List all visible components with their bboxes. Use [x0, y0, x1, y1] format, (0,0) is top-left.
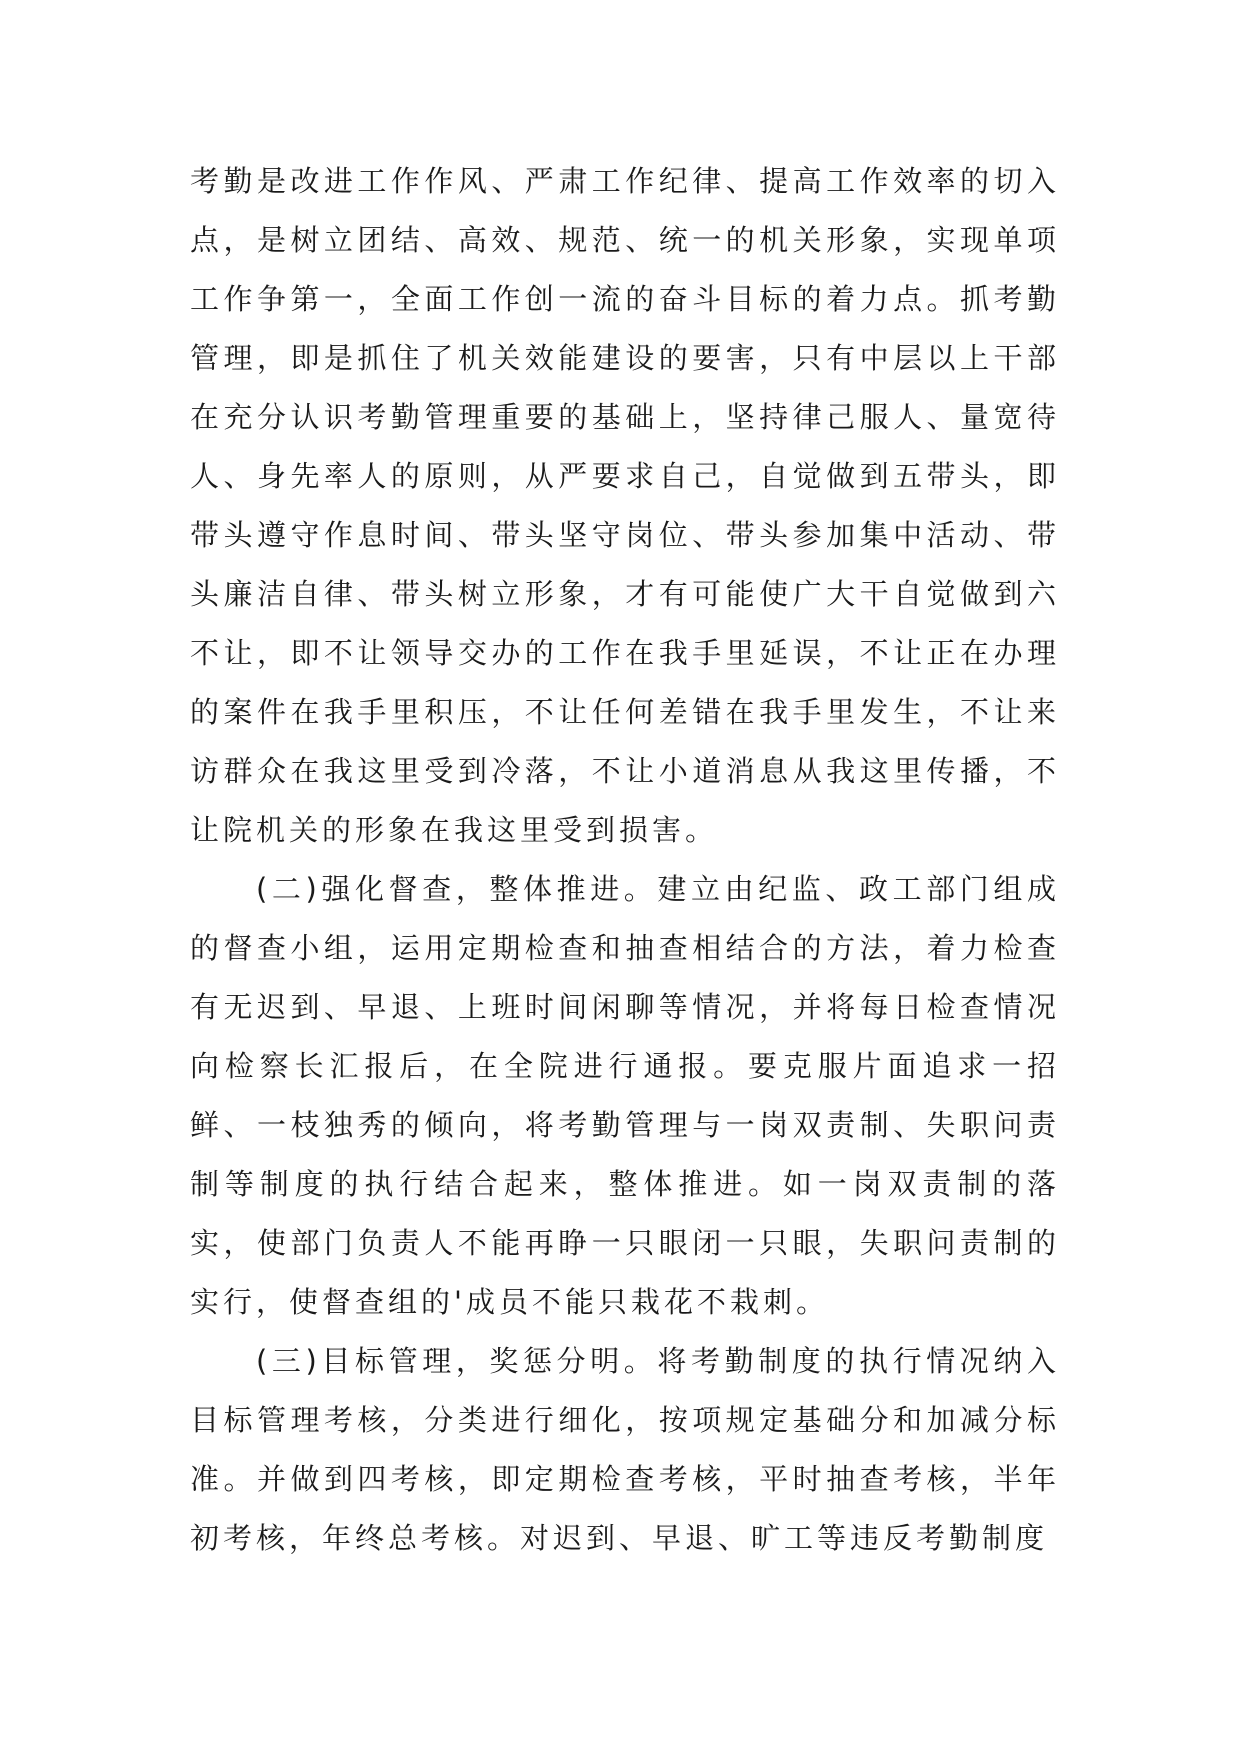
paragraph-supervision: (二)强化督查，整体推进。建立由纪监、政工部门组成的督查小组，运用定期检查和抽查相结合的方法，着力检查有无迟到、早退、上班时间闲聊等情况，并将每日检查情况向检察长汇报后，在全院进行通报。要克服片面追求一招鲜、一枝独秀的倾向，将考勤管理与一岗双责制、失职问责制等制度的执行结合起来，整体推进。如一岗双责制的落实，使部门负责人不能再睁一只眼闭一只眼，失职问责制的实行，使督查组的'成员不能只栽花不栽刺。 [190, 872, 1060, 1319]
paragraph-target-management: (三)目标管理，奖惩分明。将考勤制度的执行情况纳入目标管理考核，分类进行细化，按项规定基础分和加减分标准。并做到四考核，即定期检查考核，平时抽查考核，半年初考核，年终总考核。对迟到、早退、旷工等违反考勤制度 [190, 1344, 1060, 1555]
paragraph-attendance-intro: 考勤是改进工作作风、严肃工作纪律、提高工作效率的切入点，是树立团结、高效、规范、统一的机关形象，实现单项工作争第一，全面工作创一流的奋斗目标的着力点。抓考勤管理，即是抓住了机关效能建设的要害，只有中层以上干部在充分认识考勤管理重要的基础上，坚持律己服人、量宽待人、身先率人的原则，从严要求自己，自觉做到五带头，即带头遵守作息时间、带头坚守岗位、带头参加集中活动、带头廉洁自律、带头树立形象，才有可能使广大干自觉做到六不让，即不让领导交办的工作在我手里延误，不让正在办理的案件在我手里积压，不让任何差错在我手里发生，不让来访群众在我这里受到冷落，不让小道消息从我这里传播，不让院机关的形象在我这里受到损害。 [190, 164, 1060, 847]
body-text [190, 152, 1060, 1568]
